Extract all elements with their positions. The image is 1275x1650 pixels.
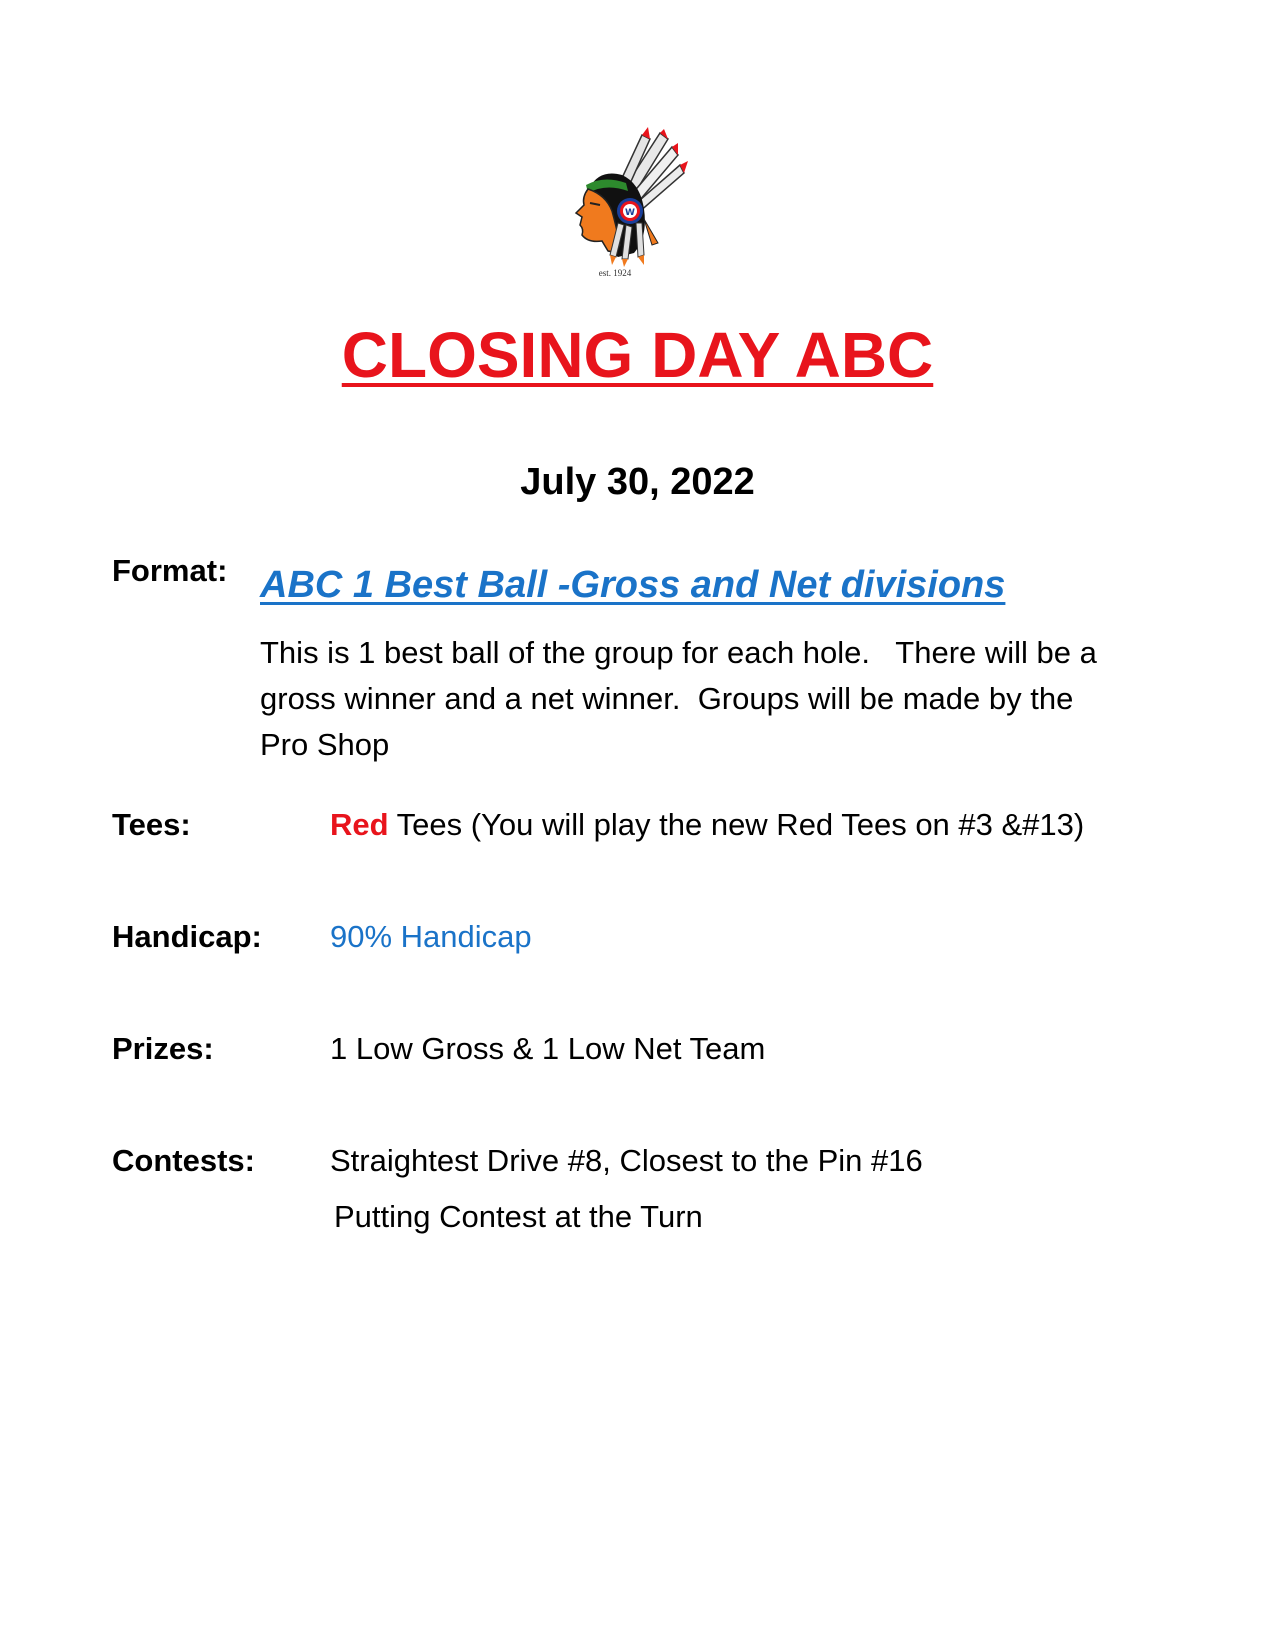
format-description-line: Pro Shop (260, 727, 390, 762)
handicap-value: 90% Handicap (330, 919, 532, 954)
tees-detail: Tees (You will play the new Red Tees on #3 &#13) (388, 807, 1085, 842)
logo-caption: est. 1924 (598, 268, 632, 278)
page-title: CLOSING DAY ABC (341, 319, 934, 391)
tees-value (330, 806, 1084, 843)
tees-label: Tees: (112, 807, 191, 842)
chief-head-logo-icon (560, 125, 700, 285)
format-description (260, 630, 1180, 768)
handicap-label: Handicap: (112, 919, 262, 954)
tees-highlight: Red (330, 807, 389, 842)
contests-line-2: Putting Contest at the Turn (334, 1199, 703, 1234)
format-description-line: This is 1 best ball of the group for each hole. There will be a (260, 635, 1097, 670)
event-date: July 30, 2022 (520, 461, 755, 503)
contests-line-1: Straightest Drive #8, Closest to the Pin #16 (330, 1143, 923, 1178)
contests-label: Contests: (112, 1143, 255, 1178)
format-label: Format: (112, 553, 228, 588)
format-description-line: gross winner and a net winner. Groups will be made by the (260, 681, 1074, 716)
svg-text:W: W (625, 208, 635, 218)
format-heading: ABC 1 Best Ball -Gross and Net divisions (260, 564, 1006, 606)
club-logo (560, 125, 700, 285)
prizes-value: 1 Low Gross & 1 Low Net Team (330, 1031, 766, 1066)
prizes-label: Prizes: (112, 1031, 214, 1066)
